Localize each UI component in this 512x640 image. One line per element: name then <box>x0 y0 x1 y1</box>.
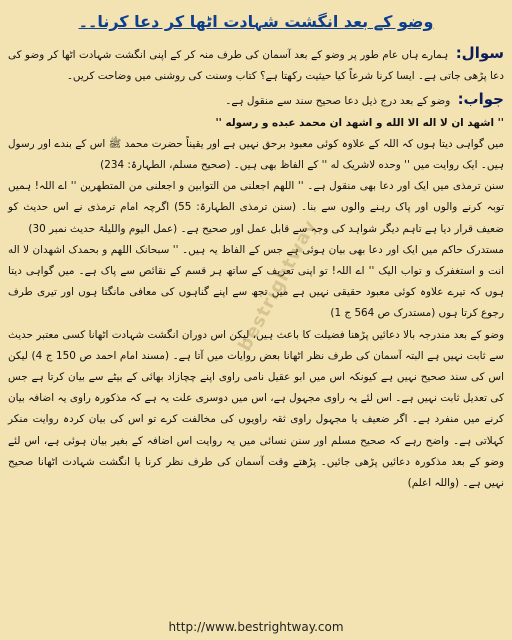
dua-shahadah: '' اشهد ان لا اله الا الله و اشهد ان محمد عبده و رسوله '' <box>215 116 504 129</box>
watermark: bestrightway <box>234 216 322 355</box>
answer-label: جواب: <box>457 90 504 109</box>
question-paragraph <box>8 43 504 87</box>
article <box>8 4 504 636</box>
question-text: ہمارے ہاں عام طور پر وضو کے بعد آسمان کی طرف منہ کر کے اپنی انگشت شہادت اٹھا کر وضو کی دعا پڑھی جاتی ہے۔ ایسا کرنا شرعاً کیا حیثیت رکھتا ہے؟ کتاب وسنت کی روشنی میں وضاحت کریں۔ <box>8 49 504 83</box>
paragraph-1: میں گواہی دیتا ہوں کہ اللہ کے علاوہ کوئی معبود برحق نہیں ہے اور یقیناً حضرت محمد ﷺ اس کے بندے اور رسول ہیں۔ ایک روایت میں '' وحده لاشریک له '' کے الفاظ بھی ہیں۔ (صحیح مسلم، الطہارۃ: 234) <box>8 137 504 172</box>
footer-url[interactable]: http://www.bestrightway.com <box>168 620 344 634</box>
paragraph-4: وضو کے بعد مندرجہ بالا دعائیں پڑھنا فضیلت کا باعث ہیں، لیکن اس دوران انگشت شہادت اٹھانا کسی معتبر حدیث سے ثابت نہیں ہے البتہ آسمان کی طرف نظر اٹھانا بعض روایات میں آتا ہے۔ (مسند امام احمد ص 150 ج 4) لیکن اس کی سند صحیح نہیں ہے کیونکہ اس میں ابو عقیل نامی راوی اپنے چچازاد بھائی کے بیٹے سے بیان کرتا ہے جس کی تعدیل ثابت نہیں ہے۔ اس لئے یہ راوی مجہول ہے، اس میں دوسری علت یہ ہے کہ مذکورہ راوی یہ اضافہ بیان کرنے میں منفرد ہے۔ اگر ضعیف یا مجہول راوی ثقہ راویوں کی مخالفت کرے تو اس کی بیان کردہ روایت منکر کہلاتی ہے۔ واضح رہے کہ صحیح مسلم اور سنن نسائی میں یہ روایت اس اضافہ کے بغیر بیان ہوئی ہے، اس لئے وضو کے بعد مذکورہ دعائیں پڑھی جائیں۔ پڑھتے وقت آسمان کی طرف نظر کرنا یا انگشت شہادت اٹھانا صحیح نہیں ہے۔ (واللہ اعلم) <box>8 328 504 490</box>
answer-intro-text: وضو کے بعد درج ذیل دعا صحیح سند سے منقول ہے۔ <box>225 95 451 108</box>
article-title: وضو کے بعد انگشت شہادت اٹھا کر دعا کرنا۔۔ <box>78 12 434 31</box>
paragraph-2: سنن ترمذی میں ایک اور دعا بھی منقول ہے۔ '' اللهم اجعلنی من التوابين و اجعلنی من المتطهرين '' اے اللہ! ہمیں توبہ کرنے والوں اور پاک رہنے والوں سے بنا۔ (سنن ترمذی الطہارۃ: 55) اگرچہ امام ترمذی نے اس حدیث کو ضعیف قرار دیا ہے تاہم دیگر شواہد کی وجہ سے قابل عمل اور صحیح ہے۔ (عمل الیوم واللیلۃ حدیث نمبر 30) <box>8 180 504 235</box>
answer-intro-paragraph <box>8 89 504 112</box>
paragraph-3: مستدرک حاکم میں ایک اور دعا بھی بیان ہوئی ہے جس کے الفاظ یہ ہیں۔ '' سبحانک اللهم و بحمدک اشهدان لا اله انت و استغفرک و تواب الیک '' اے اللہ! تو اپنی تعریف کے ساتھ ہر قسم کے نقائص سے پاک ہے۔ میں گواہی دیتا ہوں کہ تیرے علاوہ کوئی معبود حقیقی نہیں ہے میں تجھ سے اپنے گناہوں کی معافی مانگتا ہوں اور تیری طرف رجوع کرتا ہوں (مستدرک ص 564 ج 1) <box>8 243 504 320</box>
question-label: سوال: <box>455 44 504 62</box>
